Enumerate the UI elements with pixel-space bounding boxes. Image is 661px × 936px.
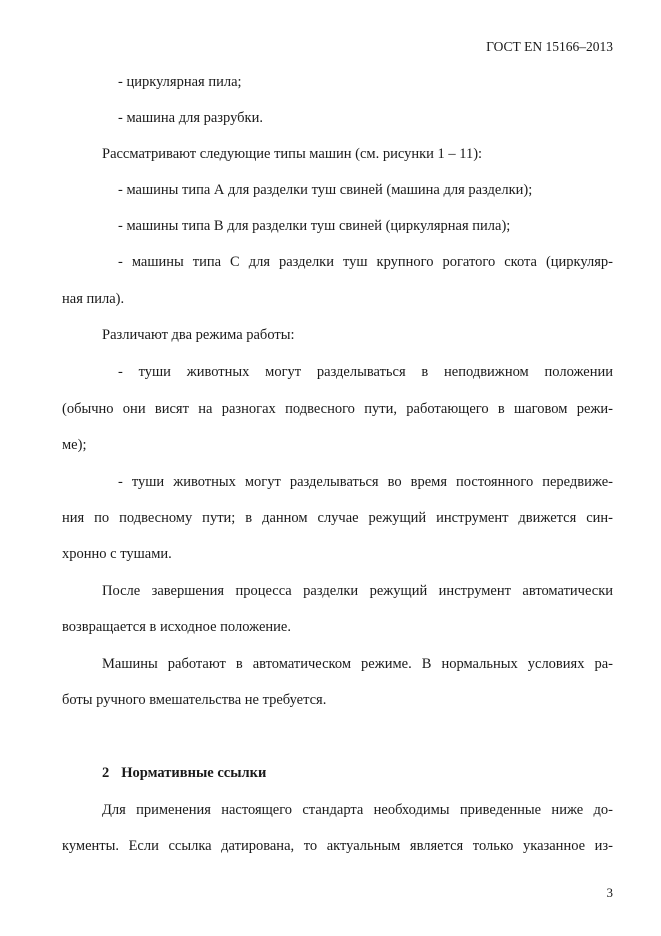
paragraph-modes-intro: Различают два режима работы:	[102, 327, 295, 343]
paragraph-automatic-mode-cont: боты ручного вмешательства не требуется.	[62, 692, 327, 708]
paragraph-return-position: После завершения процесса разделки режущий инструмент автоматически	[102, 583, 613, 599]
section-title: Нормативные ссылки	[121, 765, 267, 781]
page-number: 3	[606, 885, 613, 900]
paragraph-machine-types-intro: Рассматривают следующие типы машин (см. рисунки 1 – 11):	[102, 146, 483, 162]
section-heading	[102, 765, 266, 782]
list-item-moving-mode-end: хронно с тушами.	[62, 546, 172, 562]
list-item-type-c-cont: ная пила).	[62, 291, 125, 307]
list-item-splitting-machine: - машина для разрубки.	[118, 110, 263, 126]
list-item-stationary-mode: - туши животных могут разделываться в неподвижном положении	[118, 364, 613, 380]
paragraph-return-position-cont: возвращается в исходное положение.	[62, 619, 291, 635]
list-item-circular-saw: - циркулярная пила;	[118, 74, 242, 90]
list-item-stationary-mode-cont: (обычно они висят на разногах подвесного пути, работающего в шаговом режи-	[62, 401, 613, 417]
list-item-type-b: - машины типа В для разделки туш свиней (циркулярная пила);	[118, 218, 511, 234]
document-code-header: ГОСТ EN 15166–2013	[486, 39, 613, 54]
paragraph-automatic-mode: Машины работают в автоматическом режиме. В нормальных условиях ра-	[102, 656, 613, 672]
list-item-moving-mode-cont: ния по подвесному пути; в данном случае режущий инструмент движется син-	[62, 510, 613, 526]
section-number: 2	[102, 765, 110, 781]
list-item-type-c: - машины типа С для разделки туш крупного рогатого скота (циркуляр-	[118, 254, 613, 270]
list-item-type-a: - машины типа А для разделки туш свиней (машина для разделки);	[118, 182, 533, 198]
paragraph-references: Для применения настоящего стандарта необходимы приведенные ниже до-	[102, 802, 613, 818]
paragraph-references-cont: кументы. Если ссылка датирована, то актуальным является только указанное из-	[62, 838, 613, 854]
list-item-stationary-mode-end: ме);	[62, 437, 87, 453]
list-item-moving-mode: - туши животных могут разделываться во время постоянного передвиже-	[118, 474, 613, 490]
